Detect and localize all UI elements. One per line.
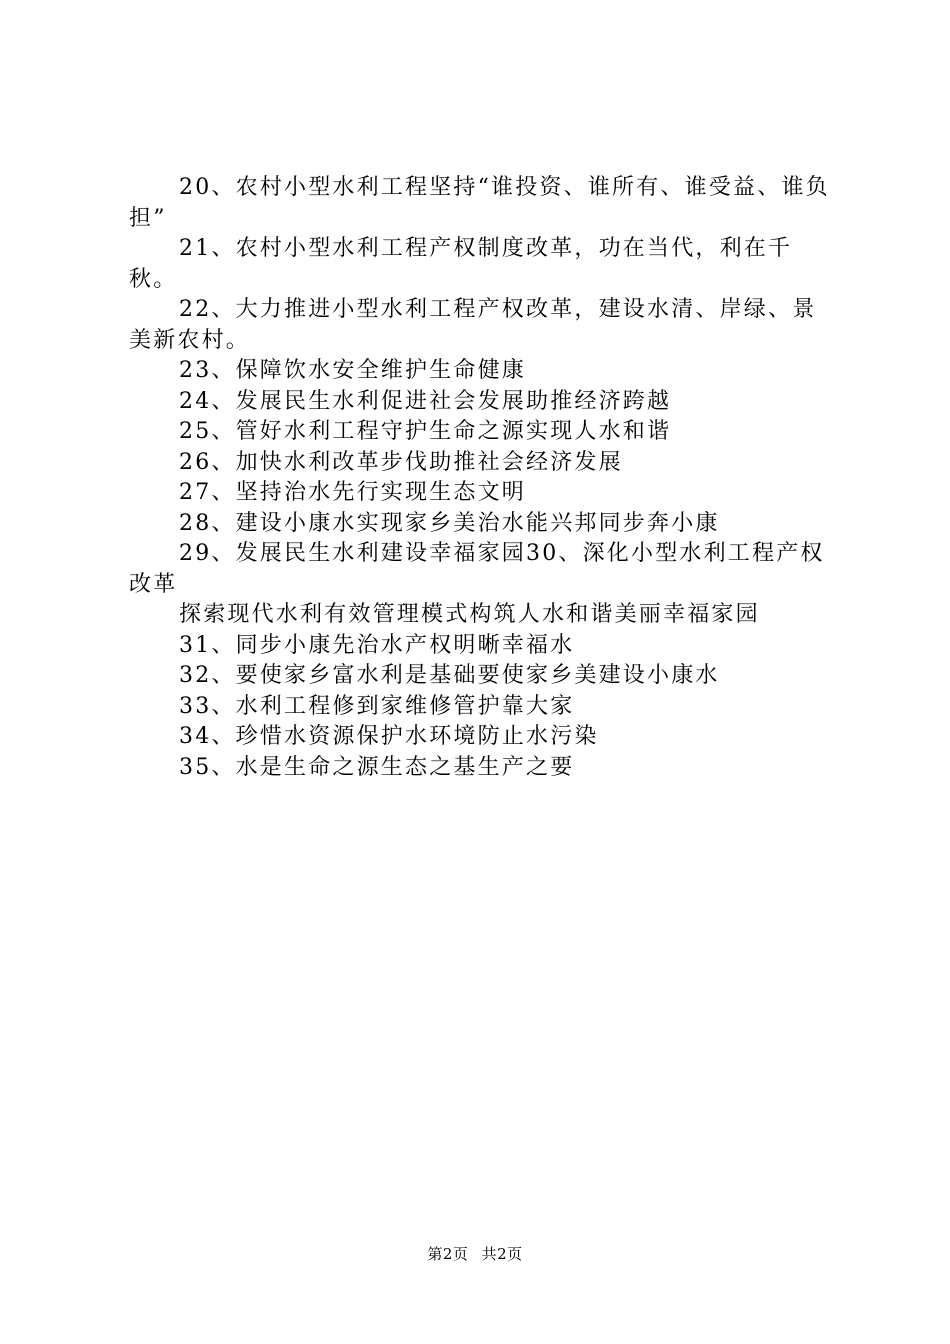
paragraph-21: 21、农村小型水利工程产权制度改革，功在当代，利在千秋。 (129, 236, 793, 292)
paragraph-23: 23、保障饮水安全维护生命健康 (179, 358, 526, 383)
paragraph-22: 22、大力推进小型水利工程产权改革，建设水清、岸绿、景美新农村。 (129, 297, 817, 353)
paragraph-24: 24、发展民生水利促进社会发展助推经济跨越 (179, 388, 672, 414)
paragraph-34: 34、珍惜水资源保护水环境防止水污染 (179, 724, 599, 749)
paragraph-28: 28、建设小康水实现家乡美治水能兴邦同步奔小康 (179, 510, 720, 536)
paragraph-33: 33、水利工程修到家维修管护靠大家 (179, 693, 575, 719)
paragraph-32: 32、要使家乡富水利是基础要使家乡美建设小康水 (179, 663, 720, 688)
paragraph-27: 27、坚持治水先行实现生态文明 (179, 480, 526, 505)
paragraph-31: 31、同步小康先治水产权明晰幸福水 (179, 632, 575, 658)
page-number: 第2页 (427, 1245, 469, 1263)
paragraph-26: 26、加快水利改革步伐助推社会经济发展 (179, 449, 623, 475)
paragraph-30-continued: 探索现代水利有效管理模式构筑人水和谐美丽幸福家园 (179, 602, 760, 627)
paragraph-25: 25、管好水利工程守护生命之源实现人水和谐 (179, 419, 672, 444)
document-body (129, 173, 831, 783)
page-footer (0, 1244, 950, 1264)
paragraph-29-30: 29、发展民生水利建设幸福家园30、深化小型水利工程产权改革 (129, 541, 825, 597)
paragraph-35: 35、水是生命之源生态之基生产之要 (179, 754, 575, 780)
paragraph-20: 20、农村小型水利工程坚持“谁投资、谁所有、谁受益、谁负担” (129, 175, 830, 231)
page-total: 共2页 (481, 1245, 523, 1263)
